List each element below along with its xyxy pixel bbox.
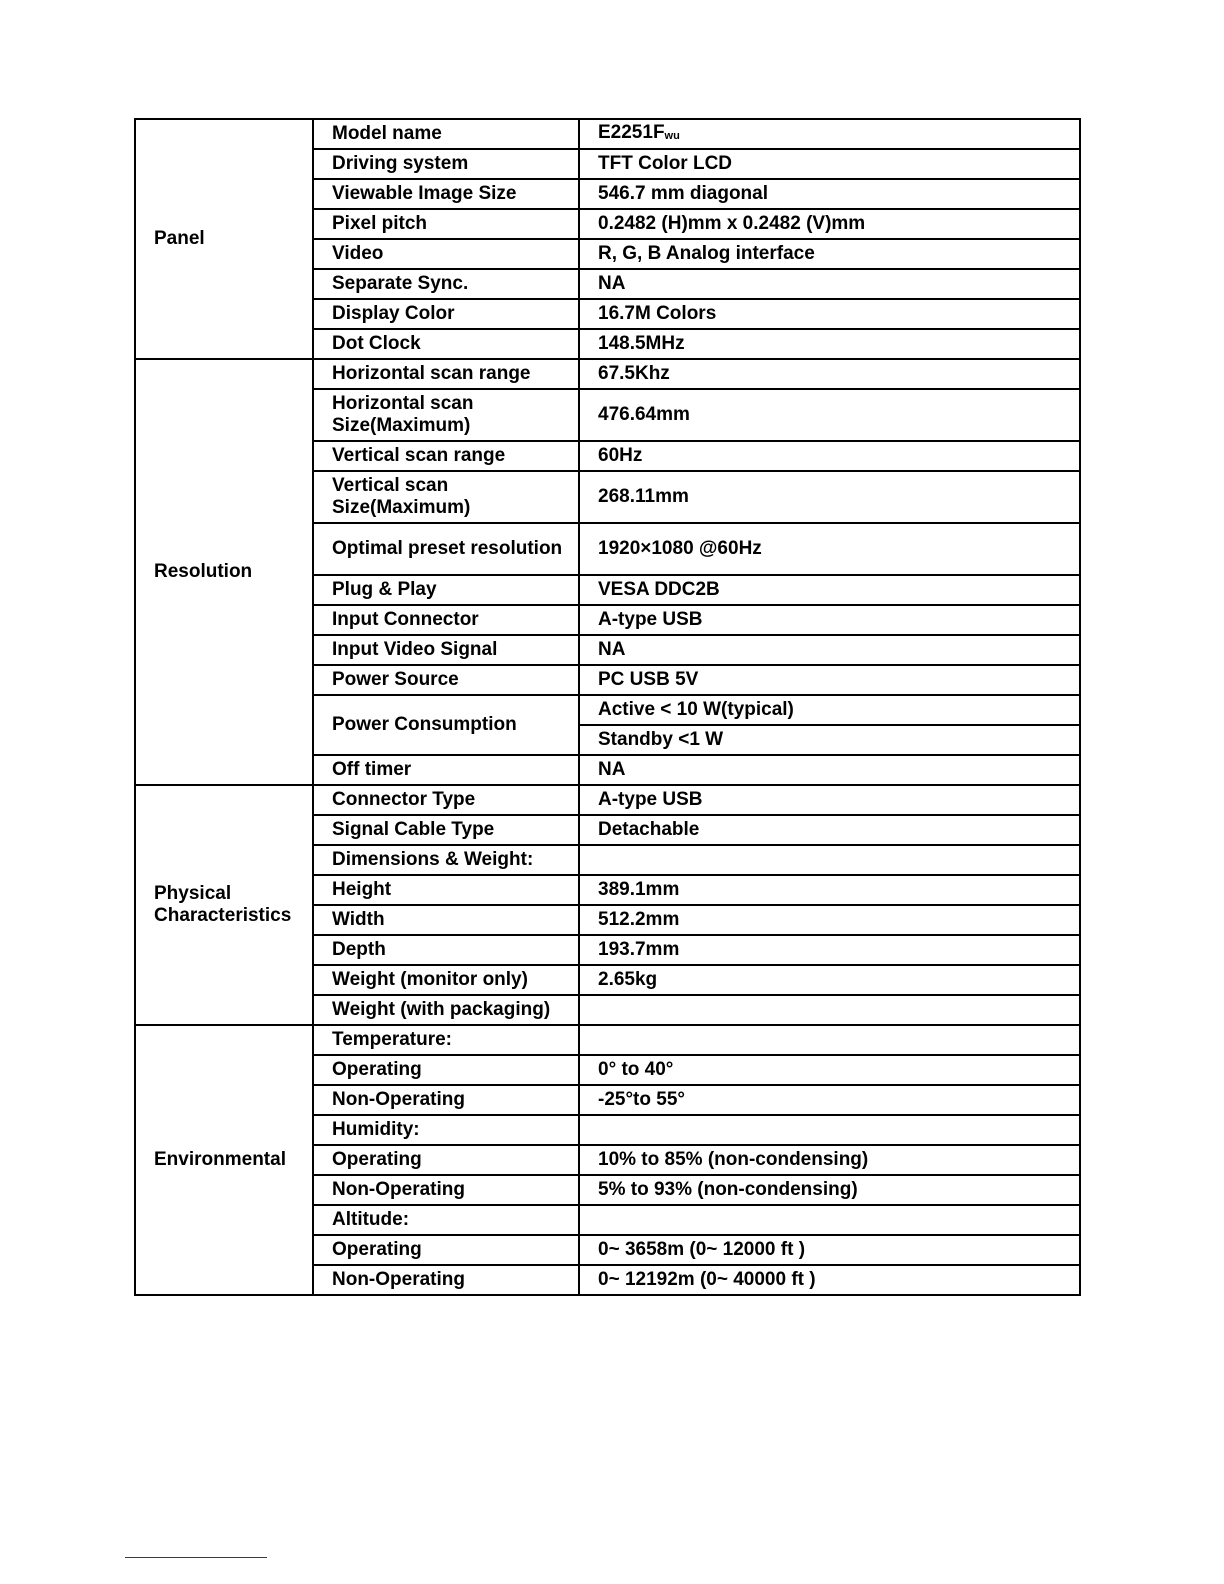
spec-value: 476.64mm — [579, 389, 1080, 441]
spec-label: Off timer — [313, 755, 579, 785]
spec-label: Operating — [313, 1235, 579, 1265]
spec-value: 1920×1080 @60Hz — [579, 523, 1080, 575]
spec-value — [579, 1205, 1080, 1235]
spec-label: Height — [313, 875, 579, 905]
spec-value: 16.7M Colors — [579, 299, 1080, 329]
table-row — [135, 119, 1080, 149]
spec-value — [579, 845, 1080, 875]
spec-value: Active < 10 W(typical) — [579, 695, 1080, 725]
spec-label: Separate Sync. — [313, 269, 579, 299]
spec-value: A-type USB — [579, 605, 1080, 635]
group-label: Physical Characteristics — [135, 785, 313, 1025]
spec-value: 2.65kg — [579, 965, 1080, 995]
spec-label: Signal Cable Type — [313, 815, 579, 845]
spec-value: A-type USB — [579, 785, 1080, 815]
spec-label: Vertical scan Size(Maximum) — [313, 471, 579, 523]
spec-label: Altitude: — [313, 1205, 579, 1235]
spec-value: PC USB 5V — [579, 665, 1080, 695]
spec-value: 512.2mm — [579, 905, 1080, 935]
spec-value: NA — [579, 755, 1080, 785]
spec-value: 0.2482 (H)mm x 0.2482 (V)mm — [579, 209, 1080, 239]
spec-value — [579, 1025, 1080, 1055]
spec-label: Power Consumption — [313, 695, 579, 755]
table-row — [135, 1025, 1080, 1055]
spec-value: 193.7mm — [579, 935, 1080, 965]
spec-label: Pixel pitch — [313, 209, 579, 239]
spec-value: 148.5MHz — [579, 329, 1080, 359]
spec-label: Optimal preset resolution — [313, 523, 579, 575]
spec-value: 268.11mm — [579, 471, 1080, 523]
specification-table-body — [135, 119, 1080, 1295]
spec-label: Horizontal scan range — [313, 359, 579, 389]
spec-value: TFT Color LCD — [579, 149, 1080, 179]
spec-value: Detachable — [579, 815, 1080, 845]
group-label: Resolution — [135, 359, 313, 785]
footnote-separator-line — [125, 1557, 267, 1558]
spec-label: Power Source — [313, 665, 579, 695]
spec-label: Weight (with packaging) — [313, 995, 579, 1025]
spec-label: Temperature: — [313, 1025, 579, 1055]
spec-value: VESA DDC2B — [579, 575, 1080, 605]
spec-value: Standby <1 W — [579, 725, 1080, 755]
spec-value: 5% to 93% (non-condensing) — [579, 1175, 1080, 1205]
spec-label: Dimensions & Weight: — [313, 845, 579, 875]
spec-label: Non-Operating — [313, 1265, 579, 1295]
spec-label: Depth — [313, 935, 579, 965]
spec-label: Driving system — [313, 149, 579, 179]
spec-value: 67.5Khz — [579, 359, 1080, 389]
spec-label: Video — [313, 239, 579, 269]
spec-value: 546.7 mm diagonal — [579, 179, 1080, 209]
spec-value: 60Hz — [579, 441, 1080, 471]
spec-label: Non-Operating — [313, 1085, 579, 1115]
table-row — [135, 359, 1080, 389]
spec-label: Plug & Play — [313, 575, 579, 605]
group-label: Panel — [135, 119, 313, 359]
spec-value: 0° to 40° — [579, 1055, 1080, 1085]
spec-value: R, G, B Analog interface — [579, 239, 1080, 269]
spec-label: Model name — [313, 119, 579, 149]
spec-value: 389.1mm — [579, 875, 1080, 905]
spec-value — [579, 1115, 1080, 1145]
spec-label: Input Connector — [313, 605, 579, 635]
spec-label: Connector Type — [313, 785, 579, 815]
model-name-suffix: wu — [664, 129, 680, 142]
spec-value — [579, 119, 1080, 149]
spec-value: 10% to 85% (non-condensing) — [579, 1145, 1080, 1175]
model-name-main: E2251F — [598, 121, 665, 143]
table-row — [135, 785, 1080, 815]
spec-label: Horizontal scan Size(Maximum) — [313, 389, 579, 441]
spec-value: 0~ 12192m (0~ 40000 ft ) — [579, 1265, 1080, 1295]
specification-table — [134, 118, 1081, 1296]
spec-value — [579, 995, 1080, 1025]
spec-label: Weight (monitor only) — [313, 965, 579, 995]
spec-label: Display Color — [313, 299, 579, 329]
spec-label: Operating — [313, 1055, 579, 1085]
spec-label: Input Video Signal — [313, 635, 579, 665]
spec-label: Vertical scan range — [313, 441, 579, 471]
spec-label: Viewable Image Size — [313, 179, 579, 209]
spec-label: Dot Clock — [313, 329, 579, 359]
spec-value: 0~ 3658m (0~ 12000 ft ) — [579, 1235, 1080, 1265]
spec-value: NA — [579, 635, 1080, 665]
spec-label: Operating — [313, 1145, 579, 1175]
group-label: Environmental — [135, 1025, 313, 1295]
spec-value: -25°to 55° — [579, 1085, 1080, 1115]
spec-label: Humidity: — [313, 1115, 579, 1145]
spec-value: NA — [579, 269, 1080, 299]
spec-label: Non-Operating — [313, 1175, 579, 1205]
spec-label: Width — [313, 905, 579, 935]
